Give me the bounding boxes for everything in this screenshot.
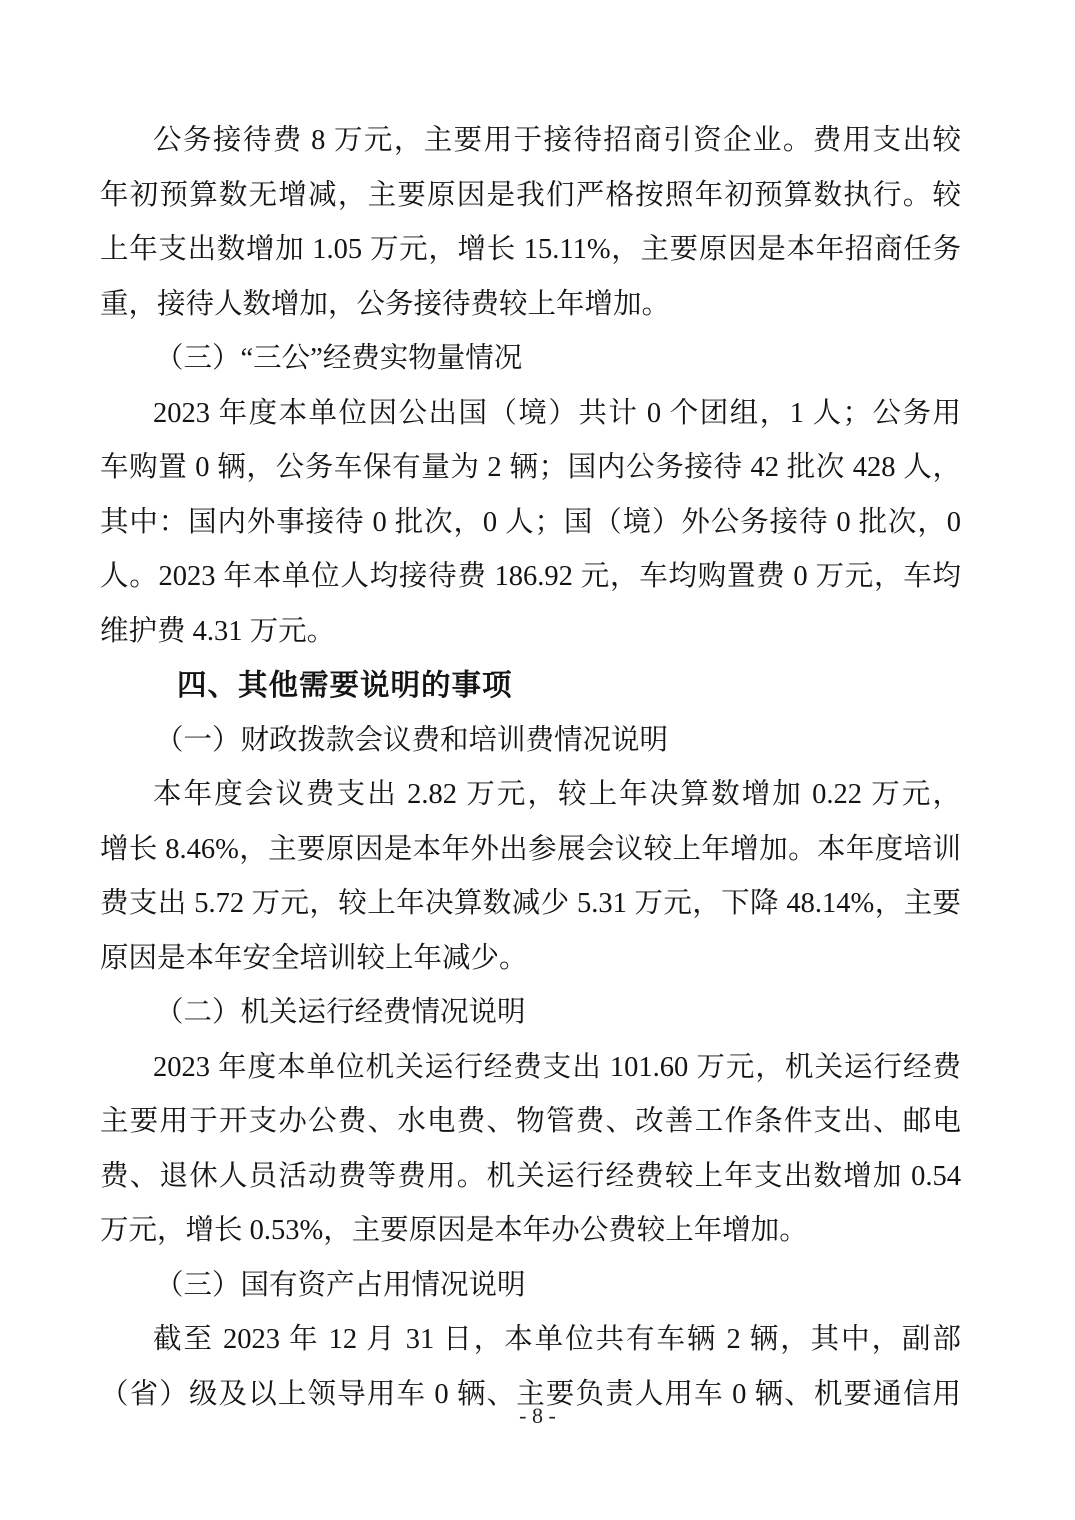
text-line: 增长 8.46%，主要原因是本年外出参展会议较上年增加。本年度培训 [100, 833, 961, 865]
text-line: 四、其他需要说明的事项 [177, 669, 513, 702]
text-line: 车购置 0 辆，公务车保有量为 2 辆；国内公务接待 42 批次 428 人， [100, 452, 961, 483]
text-line: 2023 年度本单位因公出国（境）共计 0 个团组，1 人；公务用 [153, 397, 961, 429]
text-line: 本年度会议费支出 2.82 万元，较上年决算数增加 0.22 万元， [153, 779, 961, 810]
text-line: 人。2023 年本单位人均接待费 186.92 元，车均购置费 0 万元，车均 [100, 561, 961, 592]
paragraph [100, 114, 961, 332]
text-line: 2023 年度本单位机关运行经费支出 101.60 万元，机关运行经费 [153, 1051, 961, 1083]
document-content [100, 114, 961, 1422]
section-heading [100, 659, 961, 714]
text-line: （一）财政拨款会议费和培训费情况说明 [155, 724, 669, 756]
subsection-heading [100, 986, 961, 1041]
text-line: 年初预算数无增减，主要原因是我们严格按照年初预算数执行。较 [100, 179, 961, 211]
text-line: 主要用于开支办公费、水电费、物管费、改善工作条件支出、邮电 [100, 1106, 961, 1137]
text-line: 其中：国内外事接待 0 批次，0 人；国（境）外公务接待 0 批次，0 [100, 506, 961, 538]
text-line: （省）级及以上领导用车 0 辆、主要负责人用车 0 辆、机要通信用 [100, 1378, 961, 1410]
paragraph [100, 1041, 961, 1259]
paragraph [100, 768, 961, 986]
subsection-heading [100, 332, 961, 387]
text-line: （三）“三公”经费实物量情况 [155, 343, 523, 374]
text-line: 上年支出数增加 1.05 万元，增长 15.11%，主要原因是本年招商任务 [100, 234, 961, 265]
subsection-heading [100, 1259, 961, 1314]
text-line: 公务接待费 8 万元，主要用于接待招商引资企业。费用支出较 [153, 125, 961, 156]
text-line: 维护费 4.31 万元。 [100, 615, 336, 647]
paragraph [100, 387, 961, 660]
text-line: 万元，增长 0.53%，主要原因是本年办公费较上年增加。 [100, 1215, 808, 1246]
text-line: （三）国有资产占用情况说明 [155, 1269, 526, 1301]
text-line: 原因是本年安全培训较上年减少。 [100, 942, 528, 974]
text-line: 费支出 5.72 万元，较上年决算数减少 5.31 万元，下降 48.14%，主要 [100, 888, 961, 919]
text-line: 截至 2023 年 12 月 31 日，本单位共有车辆 2 辆，其中，副部 [153, 1324, 961, 1355]
page-footer [0, 1400, 1075, 1432]
page-number: - 8 - [519, 1403, 556, 1428]
text-line: 重，接待人数增加，公务接待费较上年增加。 [100, 288, 671, 320]
text-line: （二）机关运行经费情况说明 [155, 997, 526, 1028]
text-line: 费、退休人员活动费等费用。机关运行经费较上年支出数增加 0.54 [100, 1160, 961, 1192]
subsection-heading [100, 714, 961, 769]
